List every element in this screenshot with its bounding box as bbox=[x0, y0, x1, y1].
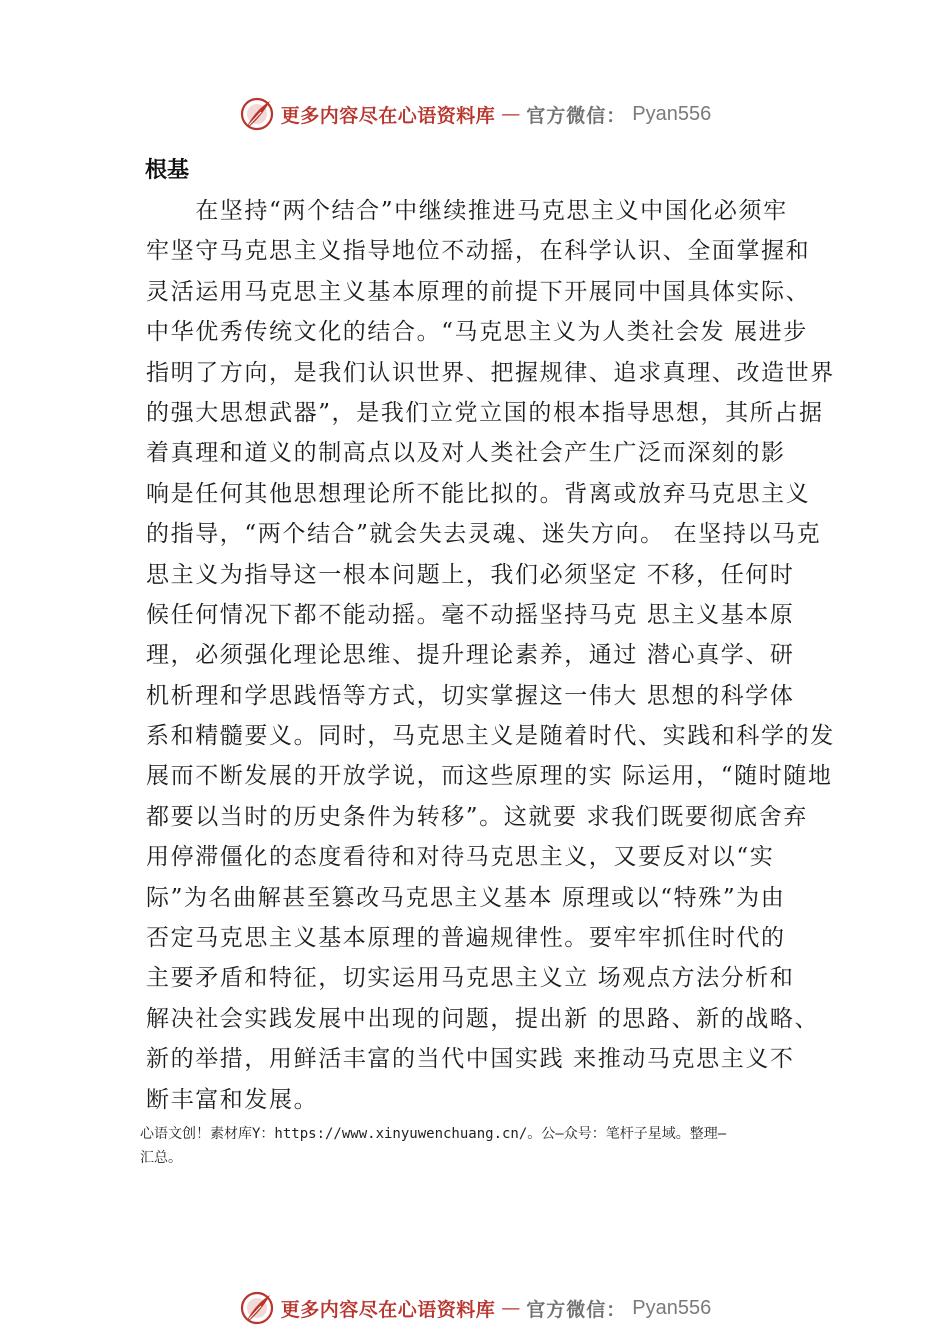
paragraph-line: 解决社会实践发展中出现的问题，提出新 的思路、新的战略、 bbox=[146, 1005, 820, 1032]
paragraph-line: 候任何情况下都不能动摇。毫不动摇坚持马克 思主义基本原 bbox=[146, 601, 795, 628]
banner-wechat-id: Pyan556 bbox=[632, 102, 712, 125]
paragraph-line: 的强大思想武器”，是我们立党立国的根本指导思想，其所占据 bbox=[146, 399, 824, 426]
banner-library-text: 更多内容尽在心语资料库 bbox=[280, 1298, 496, 1321]
paragraph-line: 思主义为指导这一根本问题上，我们必须坚定 不移，任何时 bbox=[146, 561, 795, 588]
paragraph-line: 着真理和道义的制高点以及对人类社会产生广泛而深刻的影 bbox=[146, 440, 786, 467]
paragraph-line: 灵活运用马克思主义基本原理的前提下开展同中国具体实际、 bbox=[146, 278, 811, 305]
footnote-line: 汇总。 bbox=[140, 1150, 182, 1166]
paragraph-line: 的指导，“两个结合”就会失去灵魂、迷失方向。 在坚持以马克 bbox=[146, 521, 822, 548]
paragraph-line: 响是任何其他思想理论所不能比拟的。背离或放弃马克思主义 bbox=[146, 480, 811, 507]
paragraph-line: 在坚持“两个结合”中继续推进马克思主义中国化必须牢 bbox=[146, 198, 788, 224]
paragraph-line: 新的举措，用鲜活丰富的当代中国实践 来推动马克思主义不 bbox=[146, 1046, 795, 1073]
footer-banner bbox=[0, 1288, 950, 1328]
paragraph-line: 主要矛盾和特征，切实运用马克思主义立 场观点方法分析和 bbox=[146, 965, 795, 992]
paragraph-line: 展而不断发展的开放学说，而这些原理的实 际运用，“随时随地 bbox=[146, 763, 833, 790]
body-paragraph bbox=[146, 191, 836, 1120]
quill-seal-icon bbox=[239, 1290, 275, 1326]
paragraph-line: 际”为名曲解甚至篡改马克思主义基本 原理或以“特殊”为由 bbox=[146, 884, 786, 911]
paragraph-line: 用停滞僵化的态度看待和对待马克思主义，又要反对以“实 bbox=[146, 844, 775, 871]
banner-dash: — bbox=[501, 1297, 521, 1319]
paragraph-line: 牢坚守马克思主义指导地位不动摇，在科学认识、全面掌握和 bbox=[146, 238, 811, 265]
paragraph-line: 都要以当时的历史条件为转移”。这就要 求我们既要彻底舍弃 bbox=[146, 803, 808, 830]
source-footnote bbox=[140, 1122, 840, 1170]
paragraph-line: 系和精髓要义。同时，马克思主义是随着时代、实践和科学的发 bbox=[146, 723, 835, 750]
banner-library-text: 更多内容尽在心语资料库 bbox=[280, 104, 496, 127]
section-heading: 根基 bbox=[145, 158, 190, 183]
header-banner bbox=[0, 94, 950, 134]
footnote-line: 心语文创！素材库Y：https://www.xinyuwenchuang.cn/。公—众号：笔杆子星域。整理— bbox=[140, 1126, 727, 1142]
paragraph-line: 中华优秀传统文化的结合。“马克思主义为人类社会发 展进步 bbox=[146, 319, 808, 346]
banner-wechat-label: 官方微信： bbox=[526, 1298, 627, 1321]
quill-seal-icon bbox=[239, 96, 275, 132]
paragraph-line: 理，必须强化理论思维、提升理论素养，通过 潜心真学、研 bbox=[146, 642, 795, 669]
banner-wechat-label: 官方微信： bbox=[526, 104, 627, 127]
banner-dash: — bbox=[501, 103, 521, 125]
paragraph-line: 机析理和学思践悟等方式，切实掌握这一伟大 思想的科学体 bbox=[146, 682, 795, 709]
paragraph-line: 指明了方向，是我们认识世界、把握规律、追求真理、改造世界 bbox=[146, 359, 835, 386]
paragraph-line: 否定马克思主义基本原理的普遍规律性。要牢牢抓住时代的 bbox=[146, 925, 786, 952]
paragraph-line: 断丰富和发展。 bbox=[146, 1086, 319, 1113]
banner-wechat-id: Pyan556 bbox=[632, 1296, 712, 1319]
